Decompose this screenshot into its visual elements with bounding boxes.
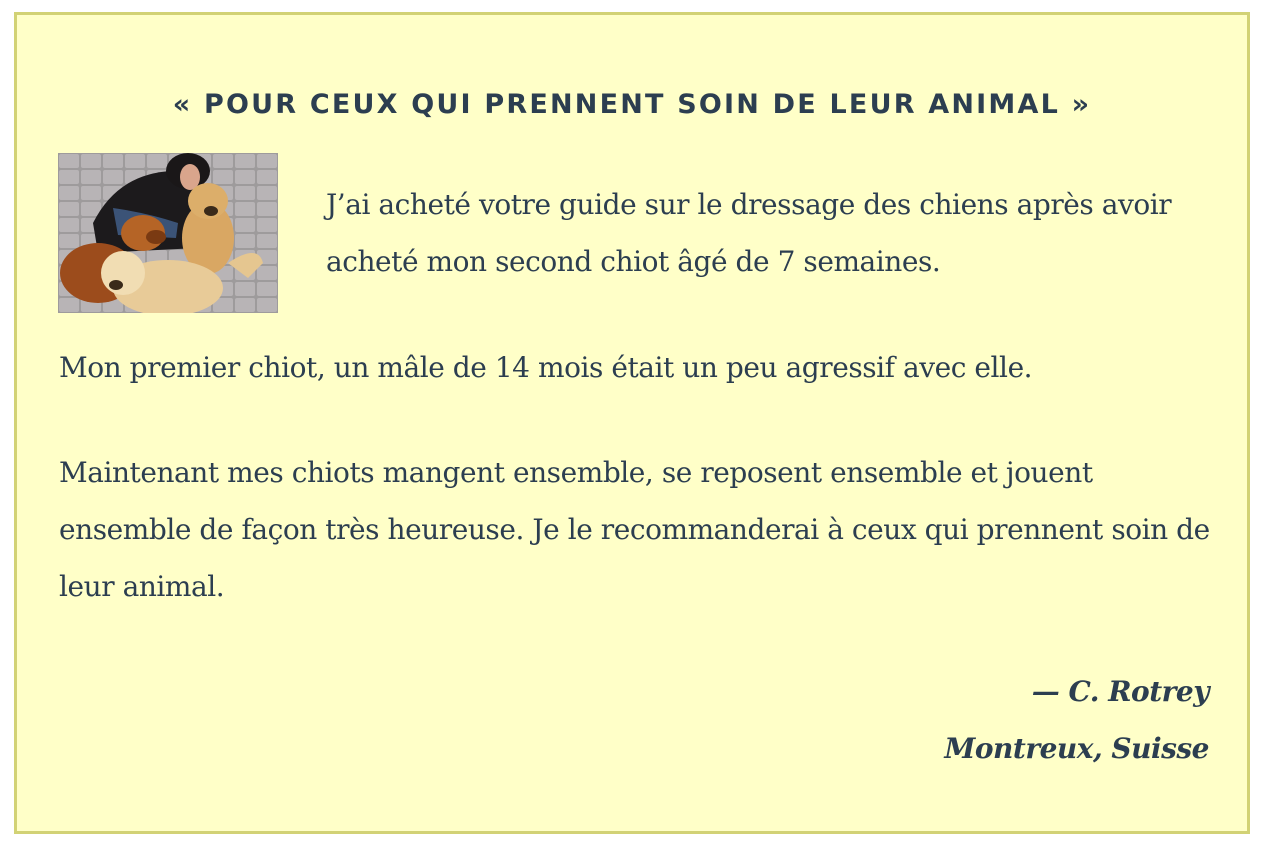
testimonial-title: « POUR CEUX QUI PRENNENT SOIN DE LEUR ANIMAL » <box>172 89 1092 120</box>
testimonial-paragraph-1: J’ai acheté votre guide sur le dressage des chiens après avoir acheté mon second chiot âgé de 7 semaines. <box>326 188 1172 278</box>
testimonial-paragraph-2: Mon premier chiot, un mâle de 14 mois était un peu agressif avec elle. <box>59 351 1033 384</box>
testimonial-photo <box>58 153 278 313</box>
testimonial-card <box>14 12 1250 834</box>
testimonial-author: — C. Rotrey <box>1031 675 1209 708</box>
testimonial-location: Montreux, Suisse <box>944 732 1209 765</box>
testimonial-paragraph-3: Maintenant mes chiots mangent ensemble, se reposent ensemble et jouent ensemble de façon très heureuse. Je le recommanderai à ceux qui prennent soin de leur animal. <box>59 456 1210 603</box>
